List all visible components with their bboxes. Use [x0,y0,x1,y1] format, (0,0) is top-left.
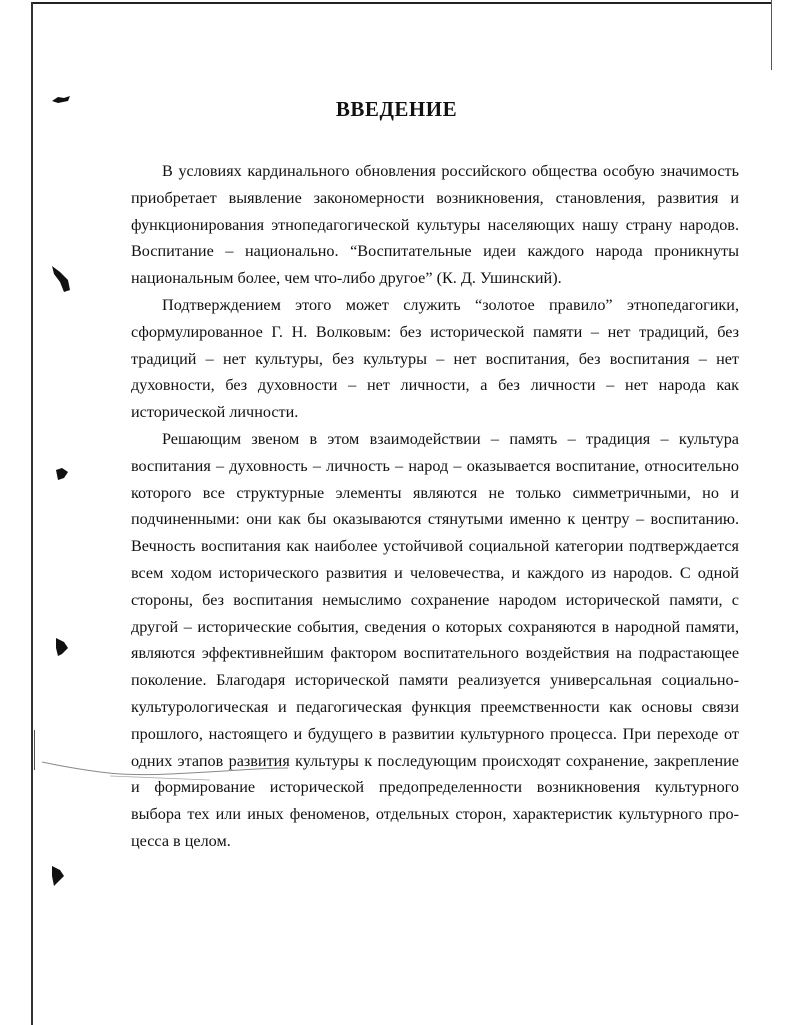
paragraph-1: В условиях кардинального обновления российского общества особую значимость приобретает выявление закономерности возникновения, становления, развития и функционирования этнопедагогической культуры населяющих нашу страну народов. Воспитание – национально. “Воспитательные идеи каждого народа проникнуты национальным более, чем что-либо другое” (К. Д. Ушинский). [131,162,739,288]
scan-edge-left-mark [34,730,35,770]
paragraph-2: Подтверждением этого может служить “золотое правило” этнопедагогики, сформулированное Г. Н. Волковым: без исторической памяти – нет традиций, без традиций – нет культуры, без культуры – нет воспитания, без воспитания – нет духовности, без духовности – нет личности, а без личности – нет народа как исторической личности. [131,295,739,422]
scan-edge-left [31,2,33,1025]
paragraph-3: Решающим звеном в этом взаимодействии – память – традиция – культура воспитания – духовность – личность – народ – оказывается воспитание, относительно которого все структурные элементы являются не только симметричными, но и подчиненными: они как бы оказываются стянутыми именно к центру – воспитанию. Вечность воспитания как наиболее устойчивой социальной категории подтверждается всем ходом исторического развития и человечества, и каждого из народов. С одной стороны, без воспитания немыслимо сохранение народом исторической памяти, с другой – исторические события, сведения о которых сохраняются в народной памяти, являются эффективнейшим фактором воспитательного воздействия на подрастающее поколение. Благодаря исторической памяти реализуется универсальная социально-культурологическая и педагогическая функция преемственности как основы связи прошлого, настоящего и будущего в развитии культурного процесса. При переходе от одних этапов развития культуры к последующим происходят сохранение, закрепление и формирование исторической предопределенности возникновения культурного выбора тех или иных феноменов, отдельных сторон, характеристик культурного процесса в целом. [131,429,739,850]
scan-edge-right [771,0,772,70]
body-text [131,158,739,855]
binding-hole-mark [52,464,72,484]
binding-hole-mark [44,862,70,888]
binding-hole-mark [50,634,74,660]
scan-edge-top [32,2,772,4]
page-title: ВВЕДЕНИЕ [335,97,458,121]
binding-hole-mark [48,262,74,296]
